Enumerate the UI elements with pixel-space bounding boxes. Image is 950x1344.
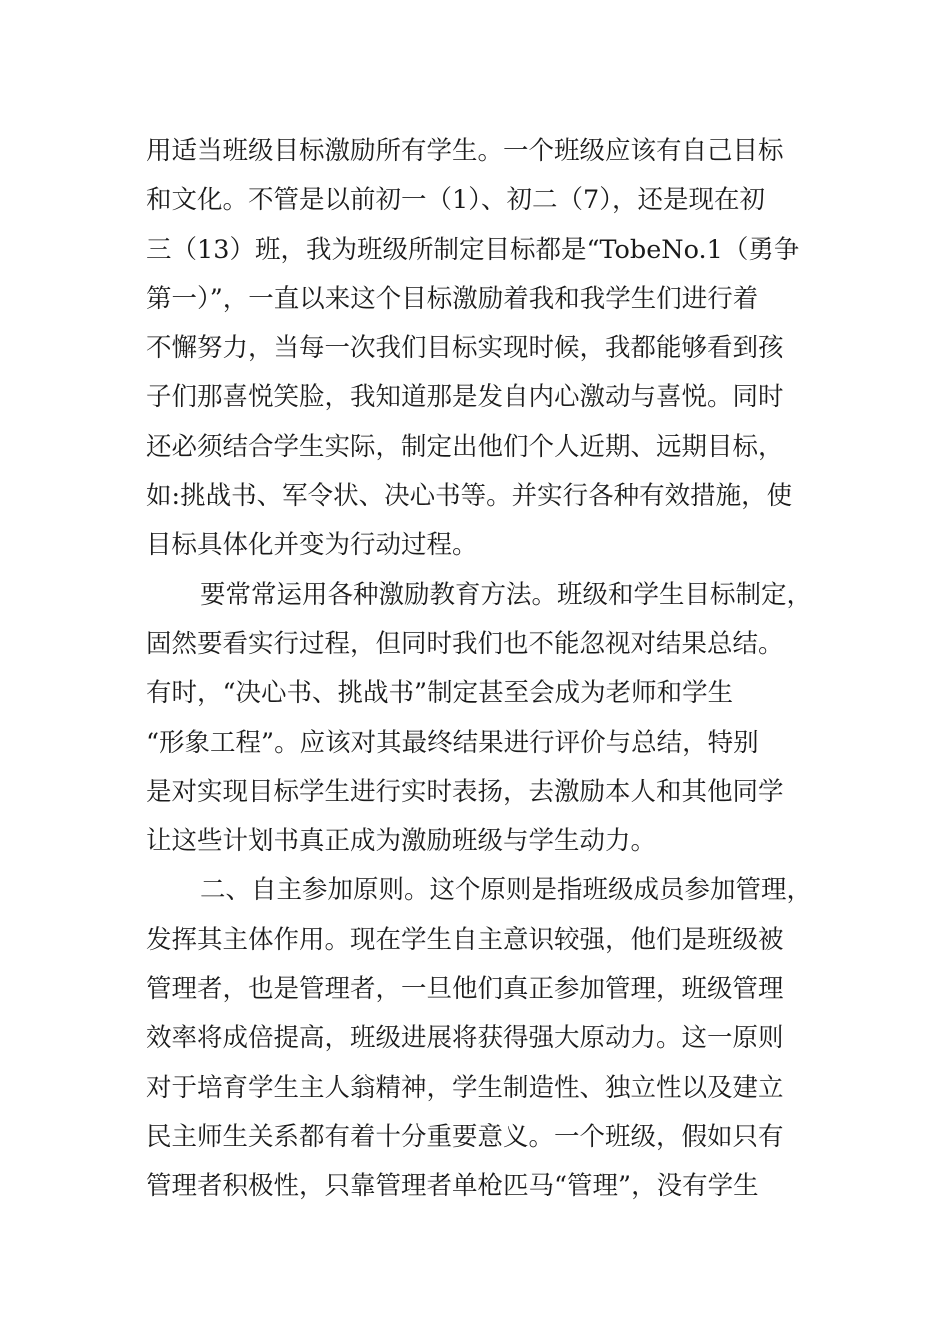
text-line: 管理者积极性，只靠管理者单枪匹马“管理”，没有学生 [146,1171,759,1202]
paragraph-start-line: 要常常运用各种激励教育方法。班级和学生目标制定， [200,579,813,610]
text-line: 民主师生关系都有着十分重要意义。一个班级，假如只有 [146,1121,784,1152]
text-line: 子们那喜悦笑脸，我知道那是发自内心激动与喜悦。同时 [146,382,784,413]
text-line: 是对实现目标学生进行实时表扬，去激励本人和其他同学 [146,776,784,807]
text-line: 有时，“决心书、挑战书”制定甚至会成为老师和学生 [146,678,734,709]
text-line: 目标具体化并变为行动过程。 [146,530,478,561]
text-line: 效率将成倍提高，班级进展将获得强大原动力。这一原则 [146,1023,784,1054]
text-line: 三（13）班，我为班级所制定目标都是“TobeNo.1（勇争 [146,234,800,265]
text-line: 发挥其主体作用。现在学生自主意识较强，他们是班级被 [146,924,784,955]
text-line: 让这些计划书真正成为激励班级与学生动力。 [146,826,657,857]
text-line: 如:挑战书、军令状、决心书等。并实行各种有效措施，使 [146,481,793,512]
text-line: 对于培育学生主人翁精神，学生制造性、独立性以及建立 [146,1072,784,1103]
text-line: 不懈努力，当每一次我们目标实现时候，我都能够看到孩 [146,333,784,364]
text-line: 固然要看实行过程，但同时我们也不能忽视对结果总结。 [146,628,784,659]
text-line: 第一）”，一直以来这个目标激励着我和我学生们进行着 [146,283,759,314]
text-line: 还必须结合学生实际，制定出他们个人近期、远期目标， [146,431,784,462]
text-line: 和文化。不管是以前初一（1）、初二（7），还是现在初 [146,185,765,216]
text-line: “形象工程”。应该对其最终结果进行评价与总结，特别 [146,727,759,758]
paragraph-start-line: 二、自主参加原则。这个原则是指班级成员参加管理， [200,875,813,906]
body-text [146,127,846,1212]
text-line: 管理者，也是管理者，一旦他们真正参加管理，班级管理 [146,974,784,1005]
text-line: 用适当班级目标激励所有学生。一个班级应该有自己目标 [146,136,784,166]
